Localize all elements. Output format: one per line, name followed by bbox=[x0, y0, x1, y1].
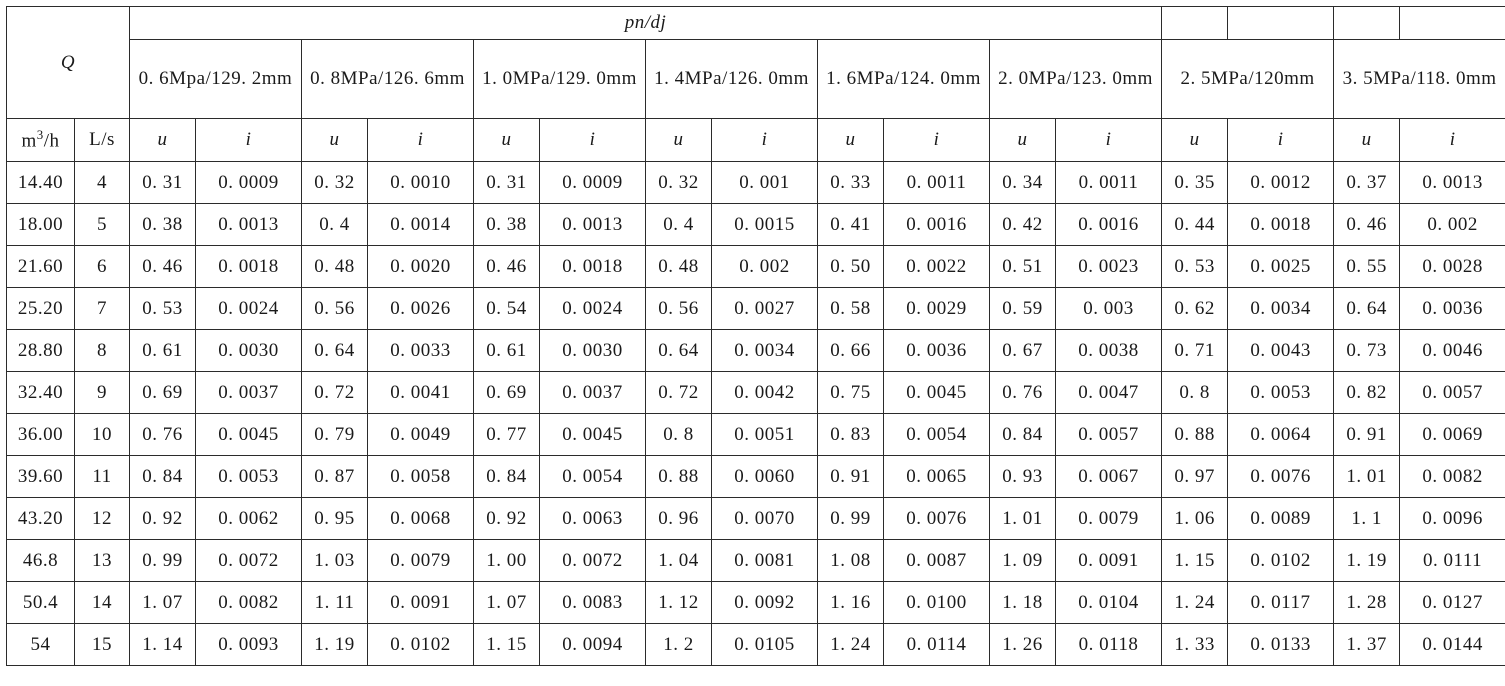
cell-q-m3h: 36.00 bbox=[7, 414, 75, 456]
cell-i-g6: 0. 0043 bbox=[1228, 330, 1334, 372]
cell-i-g5: 0. 0067 bbox=[1056, 456, 1162, 498]
cell-i-g7: 0. 0057 bbox=[1400, 372, 1505, 414]
cell-u-g2: 0. 77 bbox=[474, 414, 540, 456]
cell-q-ls: 9 bbox=[75, 372, 130, 414]
cell-i-g3: 0. 0015 bbox=[712, 204, 818, 246]
cell-u-g1: 0. 4 bbox=[302, 204, 368, 246]
table-row bbox=[7, 330, 1505, 372]
table-row bbox=[7, 540, 1505, 582]
cell-u-g1: 1. 03 bbox=[302, 540, 368, 582]
cell-u-g4: 0. 66 bbox=[818, 330, 884, 372]
cell-u-g7: 0. 73 bbox=[1334, 330, 1400, 372]
cell-u-g7: 1. 19 bbox=[1334, 540, 1400, 582]
table-row bbox=[7, 582, 1505, 624]
cell-u-g3: 0. 32 bbox=[646, 162, 712, 204]
cell-i-g5: 0. 0104 bbox=[1056, 582, 1162, 624]
cell-u-g7: 0. 46 bbox=[1334, 204, 1400, 246]
cell-u-g1: 1. 11 bbox=[302, 582, 368, 624]
cell-i-g3: 0. 0027 bbox=[712, 288, 818, 330]
cell-q-m3h: 50.4 bbox=[7, 582, 75, 624]
table-row bbox=[7, 456, 1505, 498]
cell-i-g5: 0. 0118 bbox=[1056, 624, 1162, 666]
cell-u-g7: 1. 28 bbox=[1334, 582, 1400, 624]
group-header-3: 1. 4MPa/126. 0mm bbox=[646, 40, 818, 119]
table-row bbox=[7, 624, 1505, 666]
cell-q-ls: 5 bbox=[75, 204, 130, 246]
cell-i-g0: 0. 0045 bbox=[196, 414, 302, 456]
cell-i-g0: 0. 0013 bbox=[196, 204, 302, 246]
cell-u-g0: 1. 07 bbox=[130, 582, 196, 624]
cell-i-g0: 0. 0030 bbox=[196, 330, 302, 372]
cell-u-g5: 0. 51 bbox=[990, 246, 1056, 288]
cell-u-g2: 1. 07 bbox=[474, 582, 540, 624]
cell-u-g5: 0. 59 bbox=[990, 288, 1056, 330]
cell-u-g3: 0. 96 bbox=[646, 498, 712, 540]
cell-u-g2: 0. 38 bbox=[474, 204, 540, 246]
cell-q-m3h: 21.60 bbox=[7, 246, 75, 288]
cell-i-g7: 0. 0013 bbox=[1400, 162, 1505, 204]
cell-u-g6: 0. 44 bbox=[1162, 204, 1228, 246]
cell-i-g5: 0. 0016 bbox=[1056, 204, 1162, 246]
cell-u-g3: 1. 2 bbox=[646, 624, 712, 666]
cell-u-g6: 0. 8 bbox=[1162, 372, 1228, 414]
cell-q-ls: 13 bbox=[75, 540, 130, 582]
cell-i-g7: 0. 0082 bbox=[1400, 456, 1505, 498]
cell-q-m3h: 54 bbox=[7, 624, 75, 666]
cell-q-m3h: 28.80 bbox=[7, 330, 75, 372]
cell-u-g3: 1. 12 bbox=[646, 582, 712, 624]
cell-i-g1: 0. 0020 bbox=[368, 246, 474, 288]
table-row bbox=[7, 204, 1505, 246]
cell-u-g0: 0. 46 bbox=[130, 246, 196, 288]
cell-i-g3: 0. 0034 bbox=[712, 330, 818, 372]
subheader-u-5: u bbox=[990, 119, 1056, 162]
subheader-i-7: i bbox=[1400, 119, 1505, 162]
cell-u-g4: 0. 75 bbox=[818, 372, 884, 414]
cell-i-g4: 0. 0114 bbox=[884, 624, 990, 666]
cell-i-g1: 0. 0033 bbox=[368, 330, 474, 372]
table-row bbox=[7, 162, 1505, 204]
cell-q-ls: 14 bbox=[75, 582, 130, 624]
cell-i-g2: 0. 0024 bbox=[540, 288, 646, 330]
cell-i-g4: 0. 0100 bbox=[884, 582, 990, 624]
cell-q-m3h: 43.20 bbox=[7, 498, 75, 540]
cell-u-g5: 0. 34 bbox=[990, 162, 1056, 204]
cell-i-g2: 0. 0045 bbox=[540, 414, 646, 456]
cell-u-g0: 0. 38 bbox=[130, 204, 196, 246]
table-row bbox=[7, 414, 1505, 456]
cell-i-g6: 0. 0025 bbox=[1228, 246, 1334, 288]
cell-u-g4: 0. 50 bbox=[818, 246, 884, 288]
table-row bbox=[7, 372, 1505, 414]
cell-i-g6: 0. 0133 bbox=[1228, 624, 1334, 666]
cell-i-g3: 0. 0092 bbox=[712, 582, 818, 624]
cell-u-g7: 0. 37 bbox=[1334, 162, 1400, 204]
cell-u-g3: 0. 56 bbox=[646, 288, 712, 330]
cell-u-g1: 1. 19 bbox=[302, 624, 368, 666]
cell-u-g2: 1. 15 bbox=[474, 624, 540, 666]
header-row-top bbox=[7, 7, 1505, 40]
cell-i-g3: 0. 0042 bbox=[712, 372, 818, 414]
cell-i-g6: 0. 0117 bbox=[1228, 582, 1334, 624]
cell-u-g2: 0. 84 bbox=[474, 456, 540, 498]
cell-i-g2: 0. 0054 bbox=[540, 456, 646, 498]
cell-u-g1: 0. 87 bbox=[302, 456, 368, 498]
cell-i-g4: 0. 0036 bbox=[884, 330, 990, 372]
group-header-2: 1. 0MPa/129. 0mm bbox=[474, 40, 646, 119]
cell-i-g7: 0. 002 bbox=[1400, 204, 1505, 246]
cell-u-g5: 0. 76 bbox=[990, 372, 1056, 414]
cell-i-g1: 0. 0010 bbox=[368, 162, 474, 204]
cell-u-g7: 0. 64 bbox=[1334, 288, 1400, 330]
table-row bbox=[7, 498, 1505, 540]
table-row bbox=[7, 288, 1505, 330]
subheader-i-5: i bbox=[1056, 119, 1162, 162]
subheader-i-2: i bbox=[540, 119, 646, 162]
cell-u-g1: 0. 95 bbox=[302, 498, 368, 540]
cell-q-ls: 11 bbox=[75, 456, 130, 498]
cell-i-g1: 0. 0079 bbox=[368, 540, 474, 582]
cell-i-g5: 0. 003 bbox=[1056, 288, 1162, 330]
header-blank-cell bbox=[1400, 7, 1505, 40]
cell-u-g2: 0. 46 bbox=[474, 246, 540, 288]
hydraulic-data-table bbox=[6, 6, 1505, 666]
cell-i-g7: 0. 0144 bbox=[1400, 624, 1505, 666]
subheader-i-3: i bbox=[712, 119, 818, 162]
header-blank-cell bbox=[1162, 7, 1228, 40]
cell-i-g4: 0. 0076 bbox=[884, 498, 990, 540]
cell-u-g0: 0. 53 bbox=[130, 288, 196, 330]
cell-q-ls: 12 bbox=[75, 498, 130, 540]
cell-u-g5: 0. 84 bbox=[990, 414, 1056, 456]
subheader-i-1: i bbox=[368, 119, 474, 162]
unit-ls-cell: L/s bbox=[75, 119, 130, 162]
table-row bbox=[7, 246, 1505, 288]
cell-i-g5: 0. 0038 bbox=[1056, 330, 1162, 372]
cell-q-ls: 7 bbox=[75, 288, 130, 330]
cell-u-g7: 1. 37 bbox=[1334, 624, 1400, 666]
cell-i-g0: 0. 0062 bbox=[196, 498, 302, 540]
cell-i-g1: 0. 0091 bbox=[368, 582, 474, 624]
cell-i-g6: 0. 0064 bbox=[1228, 414, 1334, 456]
cell-i-g3: 0. 0070 bbox=[712, 498, 818, 540]
cell-q-m3h: 14.40 bbox=[7, 162, 75, 204]
cell-i-g7: 0. 0046 bbox=[1400, 330, 1505, 372]
cell-i-g1: 0. 0068 bbox=[368, 498, 474, 540]
cell-i-g0: 0. 0018 bbox=[196, 246, 302, 288]
cell-q-m3h: 46.8 bbox=[7, 540, 75, 582]
cell-u-g0: 0. 69 bbox=[130, 372, 196, 414]
cell-i-g7: 0. 0028 bbox=[1400, 246, 1505, 288]
cell-u-g0: 0. 31 bbox=[130, 162, 196, 204]
cell-i-g4: 0. 0011 bbox=[884, 162, 990, 204]
cell-u-g0: 0. 61 bbox=[130, 330, 196, 372]
cell-u-g1: 0. 56 bbox=[302, 288, 368, 330]
cell-i-g5: 0. 0023 bbox=[1056, 246, 1162, 288]
pn-dj-header-cell: pn/dj bbox=[130, 7, 1162, 40]
cell-i-g7: 0. 0127 bbox=[1400, 582, 1505, 624]
subheader-i-4: i bbox=[884, 119, 990, 162]
cell-u-g5: 1. 01 bbox=[990, 498, 1056, 540]
cell-u-g6: 0. 62 bbox=[1162, 288, 1228, 330]
unit-m3h-cell: $m^3/h$ bbox=[7, 119, 75, 162]
cell-u-g6: 0. 35 bbox=[1162, 162, 1228, 204]
group-header-7: 3. 5MPa/118. 0mm bbox=[1334, 40, 1505, 119]
cell-i-g4: 0. 0054 bbox=[884, 414, 990, 456]
cell-i-g0: 0. 0009 bbox=[196, 162, 302, 204]
subheader-u-4: u bbox=[818, 119, 884, 162]
cell-u-g7: 0. 82 bbox=[1334, 372, 1400, 414]
cell-i-g5: 0. 0057 bbox=[1056, 414, 1162, 456]
cell-u-g5: 1. 09 bbox=[990, 540, 1056, 582]
cell-i-g4: 0. 0065 bbox=[884, 456, 990, 498]
cell-u-g6: 0. 71 bbox=[1162, 330, 1228, 372]
subheader-u-3: u bbox=[646, 119, 712, 162]
cell-q-ls: 10 bbox=[75, 414, 130, 456]
cell-u-g0: 1. 14 bbox=[130, 624, 196, 666]
cell-i-g3: 0. 0105 bbox=[712, 624, 818, 666]
cell-u-g4: 0. 99 bbox=[818, 498, 884, 540]
cell-i-g7: 0. 0096 bbox=[1400, 498, 1505, 540]
cell-i-g7: 0. 0036 bbox=[1400, 288, 1505, 330]
cell-i-g3: 0. 0060 bbox=[712, 456, 818, 498]
cell-u-g2: 0. 31 bbox=[474, 162, 540, 204]
cell-i-g5: 0. 0047 bbox=[1056, 372, 1162, 414]
cell-i-g2: 0. 0063 bbox=[540, 498, 646, 540]
cell-u-g0: 0. 99 bbox=[130, 540, 196, 582]
cell-i-g4: 0. 0045 bbox=[884, 372, 990, 414]
cell-i-g2: 0. 0072 bbox=[540, 540, 646, 582]
cell-u-g1: 0. 48 bbox=[302, 246, 368, 288]
cell-u-g7: 1. 1 bbox=[1334, 498, 1400, 540]
cell-u-g3: 0. 64 bbox=[646, 330, 712, 372]
cell-i-g6: 0. 0102 bbox=[1228, 540, 1334, 582]
subheader-i-0: i bbox=[196, 119, 302, 162]
cell-i-g0: 0. 0082 bbox=[196, 582, 302, 624]
cell-u-g3: 0. 8 bbox=[646, 414, 712, 456]
cell-u-g6: 1. 33 bbox=[1162, 624, 1228, 666]
cell-u-g3: 0. 72 bbox=[646, 372, 712, 414]
cell-i-g3: 0. 001 bbox=[712, 162, 818, 204]
cell-i-g1: 0. 0041 bbox=[368, 372, 474, 414]
subheader-u-7: u bbox=[1334, 119, 1400, 162]
cell-i-g0: 0. 0024 bbox=[196, 288, 302, 330]
cell-i-g7: 0. 0111 bbox=[1400, 540, 1505, 582]
cell-q-m3h: 32.40 bbox=[7, 372, 75, 414]
cell-u-g5: 0. 67 bbox=[990, 330, 1056, 372]
cell-u-g3: 0. 88 bbox=[646, 456, 712, 498]
cell-i-g6: 0. 0089 bbox=[1228, 498, 1334, 540]
subheader-u-2: u bbox=[474, 119, 540, 162]
cell-u-g3: 0. 48 bbox=[646, 246, 712, 288]
subheader-u-1: u bbox=[302, 119, 368, 162]
cell-u-g0: 0. 76 bbox=[130, 414, 196, 456]
cell-i-g3: 0. 0051 bbox=[712, 414, 818, 456]
cell-i-g2: 0. 0037 bbox=[540, 372, 646, 414]
cell-q-m3h: 39.60 bbox=[7, 456, 75, 498]
cell-i-g2: 0. 0018 bbox=[540, 246, 646, 288]
flow-header-cell: Q bbox=[7, 7, 130, 119]
cell-u-g2: 0. 92 bbox=[474, 498, 540, 540]
cell-i-g2: 0. 0009 bbox=[540, 162, 646, 204]
cell-i-g6: 0. 0012 bbox=[1228, 162, 1334, 204]
cell-i-g1: 0. 0058 bbox=[368, 456, 474, 498]
cell-i-g1: 0. 0049 bbox=[368, 414, 474, 456]
cell-q-ls: 6 bbox=[75, 246, 130, 288]
cell-i-g0: 0. 0037 bbox=[196, 372, 302, 414]
cell-i-g0: 0. 0093 bbox=[196, 624, 302, 666]
cell-i-g3: 0. 002 bbox=[712, 246, 818, 288]
cell-i-g2: 0. 0094 bbox=[540, 624, 646, 666]
cell-i-g5: 0. 0079 bbox=[1056, 498, 1162, 540]
cell-u-g6: 0. 88 bbox=[1162, 414, 1228, 456]
cell-i-g4: 0. 0016 bbox=[884, 204, 990, 246]
cell-u-g7: 1. 01 bbox=[1334, 456, 1400, 498]
cell-u-g4: 0. 41 bbox=[818, 204, 884, 246]
cell-u-g6: 0. 97 bbox=[1162, 456, 1228, 498]
cell-q-m3h: 25.20 bbox=[7, 288, 75, 330]
cell-u-g6: 1. 15 bbox=[1162, 540, 1228, 582]
cell-i-g0: 0. 0053 bbox=[196, 456, 302, 498]
cell-u-g0: 0. 84 bbox=[130, 456, 196, 498]
cell-u-g1: 0. 72 bbox=[302, 372, 368, 414]
cell-i-g1: 0. 0102 bbox=[368, 624, 474, 666]
cell-u-g7: 0. 55 bbox=[1334, 246, 1400, 288]
group-header-1: 0. 8MPa/126. 6mm bbox=[302, 40, 474, 119]
group-header-0: 0. 6Mpa/129. 2mm bbox=[130, 40, 302, 119]
cell-i-g2: 0. 0030 bbox=[540, 330, 646, 372]
subheader-u-0: u bbox=[130, 119, 196, 162]
cell-i-g2: 0. 0083 bbox=[540, 582, 646, 624]
subheader-u-6: u bbox=[1162, 119, 1228, 162]
cell-u-g4: 1. 24 bbox=[818, 624, 884, 666]
cell-i-g0: 0. 0072 bbox=[196, 540, 302, 582]
cell-i-g1: 0. 0014 bbox=[368, 204, 474, 246]
cell-u-g1: 0. 32 bbox=[302, 162, 368, 204]
cell-u-g1: 0. 64 bbox=[302, 330, 368, 372]
cell-q-ls: 4 bbox=[75, 162, 130, 204]
group-header-6: 2. 5MPa/120mm bbox=[1162, 40, 1334, 119]
cell-i-g4: 0. 0087 bbox=[884, 540, 990, 582]
group-header-5: 2. 0MPa/123. 0mm bbox=[990, 40, 1162, 119]
cell-u-g6: 1. 06 bbox=[1162, 498, 1228, 540]
cell-u-g3: 1. 04 bbox=[646, 540, 712, 582]
cell-i-g4: 0. 0022 bbox=[884, 246, 990, 288]
cell-u-g2: 0. 61 bbox=[474, 330, 540, 372]
cell-u-g2: 0. 69 bbox=[474, 372, 540, 414]
cell-u-g4: 0. 58 bbox=[818, 288, 884, 330]
cell-u-g6: 0. 53 bbox=[1162, 246, 1228, 288]
cell-u-g2: 1. 00 bbox=[474, 540, 540, 582]
cell-i-g6: 0. 0018 bbox=[1228, 204, 1334, 246]
cell-q-ls: 8 bbox=[75, 330, 130, 372]
cell-u-g4: 0. 91 bbox=[818, 456, 884, 498]
header-blank-cell bbox=[1228, 7, 1334, 40]
cell-u-g1: 0. 79 bbox=[302, 414, 368, 456]
cell-u-g4: 1. 08 bbox=[818, 540, 884, 582]
cell-u-g6: 1. 24 bbox=[1162, 582, 1228, 624]
header-row-subheaders bbox=[7, 119, 1505, 162]
cell-i-g7: 0. 0069 bbox=[1400, 414, 1505, 456]
cell-i-g2: 0. 0013 bbox=[540, 204, 646, 246]
cell-u-g5: 1. 18 bbox=[990, 582, 1056, 624]
cell-i-g4: 0. 0029 bbox=[884, 288, 990, 330]
cell-i-g5: 0. 0091 bbox=[1056, 540, 1162, 582]
cell-u-g4: 0. 83 bbox=[818, 414, 884, 456]
cell-i-g6: 0. 0034 bbox=[1228, 288, 1334, 330]
cell-u-g3: 0. 4 bbox=[646, 204, 712, 246]
cell-u-g4: 0. 33 bbox=[818, 162, 884, 204]
cell-i-g6: 0. 0053 bbox=[1228, 372, 1334, 414]
cell-u-g2: 0. 54 bbox=[474, 288, 540, 330]
cell-i-g1: 0. 0026 bbox=[368, 288, 474, 330]
cell-u-g5: 0. 93 bbox=[990, 456, 1056, 498]
cell-u-g0: 0. 92 bbox=[130, 498, 196, 540]
cell-u-g4: 1. 16 bbox=[818, 582, 884, 624]
subheader-i-6: i bbox=[1228, 119, 1334, 162]
cell-u-g5: 0. 42 bbox=[990, 204, 1056, 246]
group-header-4: 1. 6MPa/124. 0mm bbox=[818, 40, 990, 119]
cell-u-g7: 0. 91 bbox=[1334, 414, 1400, 456]
cell-q-ls: 15 bbox=[75, 624, 130, 666]
cell-i-g5: 0. 0011 bbox=[1056, 162, 1162, 204]
cell-q-m3h: 18.00 bbox=[7, 204, 75, 246]
header-row-groups bbox=[7, 40, 1505, 119]
header-blank-cell bbox=[1334, 7, 1400, 40]
cell-i-g3: 0. 0081 bbox=[712, 540, 818, 582]
cell-u-g5: 1. 26 bbox=[990, 624, 1056, 666]
cell-i-g6: 0. 0076 bbox=[1228, 456, 1334, 498]
